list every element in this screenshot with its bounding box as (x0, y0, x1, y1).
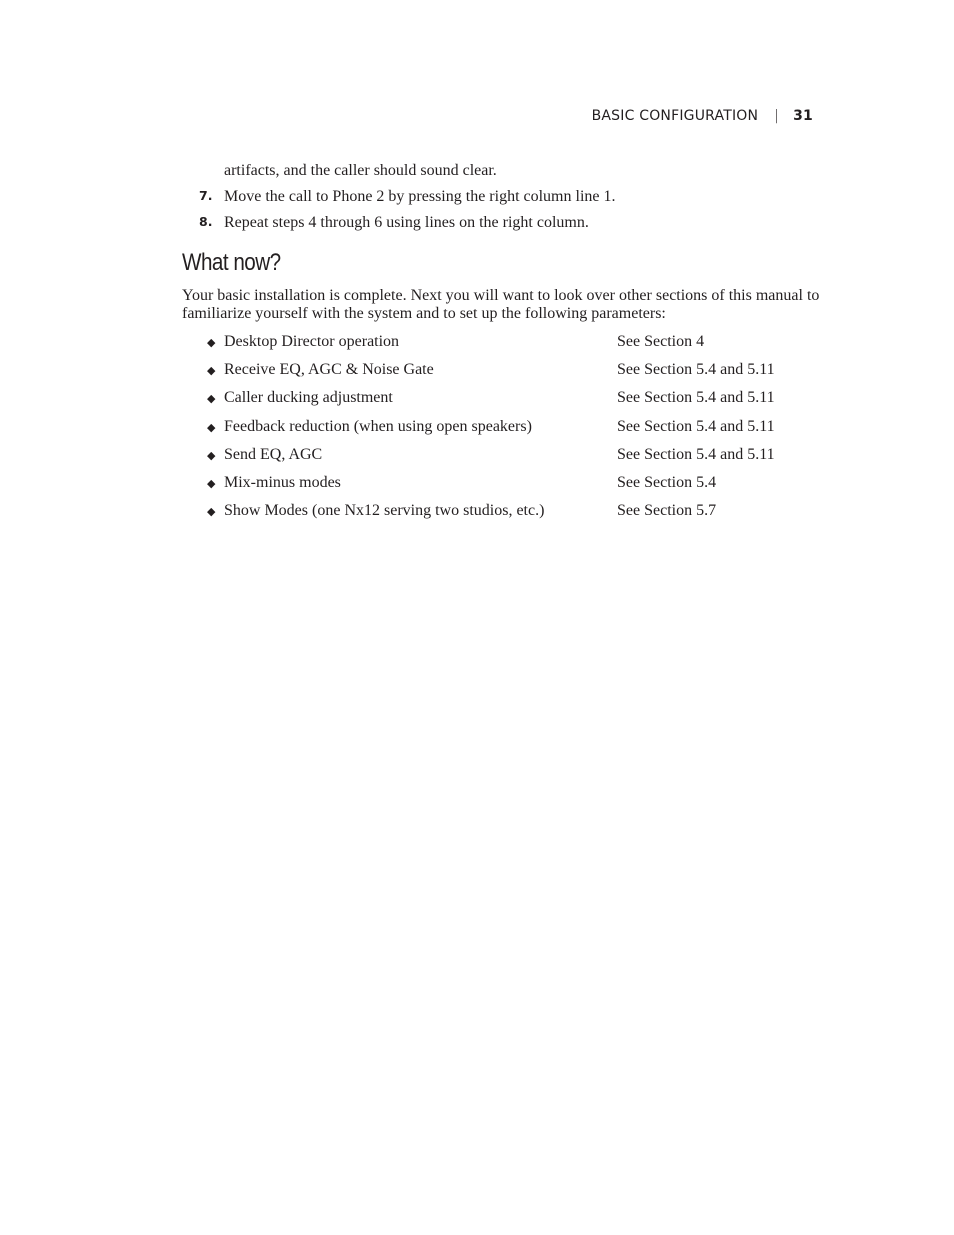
list-item (207, 387, 827, 415)
step-text: Repeat steps 4 through 6 using lines on the right column. (224, 214, 589, 231)
header-section-title: BASIC CONFIGURATION (591, 108, 759, 124)
header-separator: | (774, 108, 780, 124)
step-8 (199, 212, 589, 233)
step-continuation: artifacts, and the caller should sound clear. (224, 162, 497, 179)
diamond-bullet-icon: ◆ (207, 393, 216, 406)
parameter-name: Caller ducking adjustment (224, 389, 393, 407)
section-reference: See Section 5.7 (617, 502, 717, 520)
step-number: 7. (199, 188, 213, 203)
list-item (207, 472, 827, 500)
section-reference: See Section 5.4 and 5.11 (617, 389, 775, 407)
section-heading: What now? (182, 249, 281, 276)
section-reference: See Section 4 (617, 333, 705, 350)
list-item (207, 331, 827, 359)
parameter-name: Desktop Director operation (224, 333, 400, 350)
section-reference: See Section 5.4 (617, 473, 717, 491)
step-7 (199, 186, 616, 207)
diamond-bullet-icon: ◆ (207, 477, 216, 490)
parameter-name: Mix-minus modes (224, 473, 341, 491)
parameter-name: Receive EQ, AGC & Noise Gate (224, 361, 434, 379)
diamond-bullet-icon: ◆ (207, 421, 216, 434)
parameter-list (207, 331, 827, 528)
parameter-name: Send EQ, AGC (224, 445, 323, 463)
list-item (207, 444, 827, 472)
diamond-bullet-icon: ◆ (207, 449, 216, 462)
list-item (207, 416, 827, 444)
parameter-name: Feedback reduction (when using open speakers) (224, 417, 532, 435)
step-text: Move the call to Phone 2 by pressing the right column line 1. (224, 188, 616, 205)
running-header (592, 108, 813, 124)
diamond-bullet-icon: ◆ (207, 365, 216, 378)
diamond-bullet-icon: ◆ (207, 506, 216, 519)
list-item (207, 500, 827, 528)
parameter-name: Show Modes (one Nx12 serving two studios, etc.) (224, 502, 545, 520)
section-reference: See Section 5.4 and 5.11 (617, 417, 775, 435)
section-reference: See Section 5.4 and 5.11 (617, 445, 775, 463)
page-number: 31 (793, 108, 813, 124)
section-reference: See Section 5.4 and 5.11 (617, 361, 775, 379)
step-number: 8. (199, 214, 213, 229)
diamond-bullet-icon: ◆ (207, 337, 216, 349)
list-item (207, 359, 827, 387)
intro-paragraph: Your basic installation is complete. Next you will want to look over other sections of this manual to familiarize yourself with the system and to set up the following parameters: (182, 287, 820, 322)
